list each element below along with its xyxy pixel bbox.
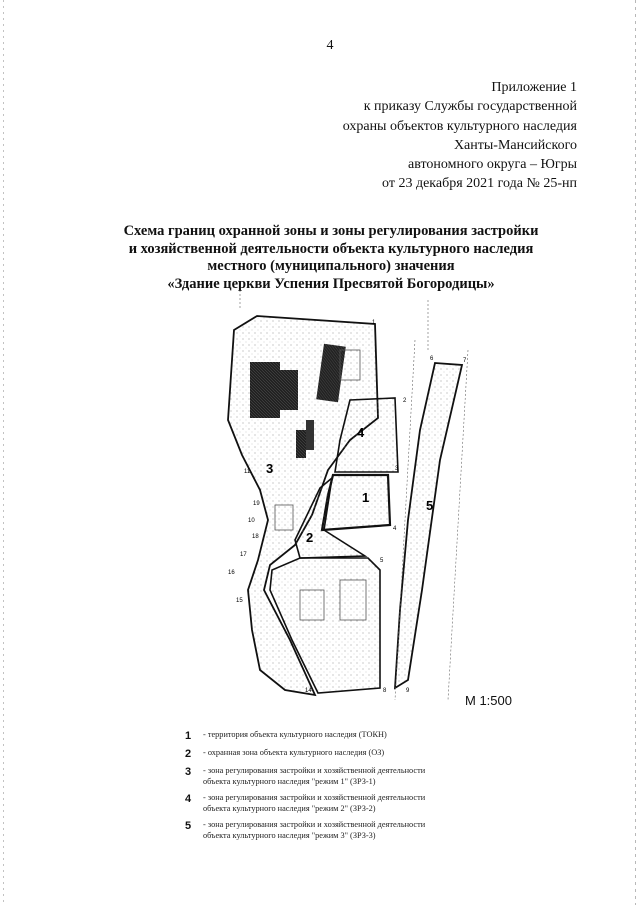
- legend-item: [185, 730, 485, 742]
- legend-number: 4: [185, 793, 192, 805]
- appendix-line: автономного округа – Югры: [408, 157, 577, 173]
- point-label: 1: [372, 320, 376, 326]
- legend-line: - зона регулирования застройки и хозяйственной деятельности: [203, 766, 426, 775]
- title-line: «Здание церкви Успения Пресвятой Богородицы»: [167, 275, 495, 292]
- legend-number: 5: [185, 820, 192, 832]
- zone-label-4: 4: [357, 425, 365, 440]
- appendix-line: охраны объектов культурного наследия: [342, 118, 577, 134]
- scan-edge-left: [3, 0, 4, 905]
- zone-label-2: 2: [306, 530, 314, 545]
- page-number: 4: [326, 38, 334, 53]
- building-hatched: [280, 370, 298, 410]
- legend-number: 3: [185, 766, 192, 778]
- title-line: Схема границ охранной зоны и зоны регулирования застройки: [123, 223, 539, 239]
- point-label: 7: [463, 358, 467, 364]
- zone-1-boundary: [322, 475, 390, 530]
- legend-text: [203, 748, 384, 759]
- point-label: 3: [395, 466, 399, 472]
- legend-text: [203, 766, 425, 787]
- point-label: 9: [406, 688, 410, 694]
- point-label: 18: [252, 534, 259, 540]
- legend-item: [185, 766, 485, 787]
- point-label: 19: [253, 501, 260, 507]
- point-label: 6: [430, 356, 434, 362]
- legend-item: [185, 820, 485, 841]
- legend-line: - охранная зона объекта культурного наследия (ОЗ): [203, 748, 385, 757]
- legend-number: 1: [185, 730, 192, 742]
- appendix-line: к приказу Службы государственной: [363, 99, 577, 115]
- legend: [185, 730, 485, 844]
- point-label: 16: [228, 570, 235, 576]
- building-hatched: [250, 362, 280, 418]
- legend-text: [203, 793, 425, 814]
- zone-label-1: 1: [362, 490, 370, 505]
- building-hatched: [296, 430, 306, 458]
- point-label: 8: [383, 688, 387, 694]
- appendix-line: от 23 декабря 2021 года № 25-нп: [382, 176, 577, 192]
- point-label: 4: [393, 526, 397, 532]
- appendix-header: [343, 78, 577, 194]
- document-title: [60, 223, 602, 293]
- legend-line: - зона регулирования застройки и хозяйственной деятельности: [203, 820, 426, 829]
- legend-number: 2: [185, 748, 192, 760]
- point-label: 5: [380, 558, 384, 564]
- point-label: 10: [248, 518, 255, 524]
- appendix-line: Ханты-Мансийского: [453, 137, 577, 153]
- zone-label-5: 5: [426, 498, 434, 513]
- legend-text: [203, 730, 387, 741]
- zone-5-boundary: [395, 363, 462, 688]
- legend-line: объекта культурного наследия "режим 1" (ЗРЗ-1): [203, 776, 376, 786]
- scan-edge-right: [635, 0, 636, 905]
- legend-text: [203, 820, 425, 841]
- point-label: 2: [403, 398, 407, 404]
- zone-label-3: 3: [266, 461, 274, 476]
- legend-line: объекта культурного наследия "режим 3" (ЗРЗ-3): [203, 830, 376, 840]
- building-hatched: [306, 420, 314, 450]
- legend-item: [185, 793, 485, 814]
- legend-line: - зона регулирования застройки и хозяйственной деятельности: [203, 793, 426, 802]
- map-scale: М 1:500: [465, 693, 512, 708]
- legend-line: объекта культурного наследия "режим 2" (ЗРЗ-2): [203, 803, 376, 813]
- title-line: местного (муниципального) значения: [207, 258, 455, 274]
- title-line: и хозяйственной деятельности объекта культурного наследия: [128, 240, 534, 257]
- legend-line: - территория объекта культурного наследия (ТОКН): [203, 730, 387, 739]
- point-label: 11: [244, 469, 251, 475]
- point-label: 14: [305, 688, 312, 694]
- site-plan-map: [200, 290, 520, 710]
- legend-item: [185, 748, 485, 760]
- point-label: 15: [236, 598, 243, 604]
- appendix-line: Приложение 1: [491, 80, 577, 95]
- point-label: 17: [240, 552, 247, 558]
